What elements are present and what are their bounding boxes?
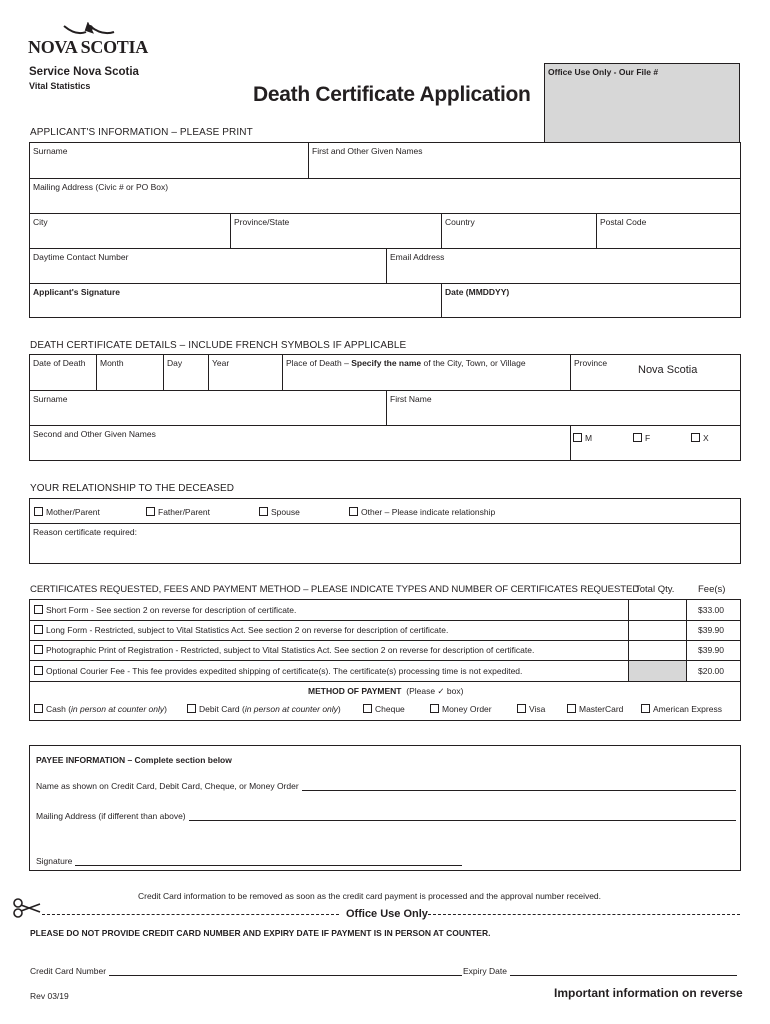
cc-number-label: Credit Card Number xyxy=(30,966,107,976)
amex-checkbox[interactable] xyxy=(641,704,650,713)
date-label: Date (MMDDYY) xyxy=(445,287,510,297)
phone-label: Daytime Contact Number xyxy=(33,252,129,262)
spouse-option[interactable] xyxy=(259,507,300,517)
visa-label: Visa xyxy=(529,704,546,714)
postal-code-label: Postal Code xyxy=(600,217,647,227)
long-form-checkbox[interactable] xyxy=(34,625,43,634)
year-label: Year xyxy=(212,358,230,368)
short-form-checkbox[interactable] xyxy=(34,605,43,614)
cash-checkbox[interactable] xyxy=(34,704,43,713)
month-label: Month xyxy=(100,358,124,368)
visa-checkbox[interactable] xyxy=(517,704,526,713)
cert-row-long-form[interactable] xyxy=(34,625,448,635)
mother-checkbox[interactable] xyxy=(34,507,43,516)
logo-wordmark: NOVA SCOTIA xyxy=(28,37,148,57)
short-form-label: Short Form - See section 2 on reverse for description of certificate. xyxy=(46,605,297,615)
payee-name-row[interactable] xyxy=(36,781,736,791)
given-names-field[interactable] xyxy=(309,143,739,178)
cert-row-courier[interactable] xyxy=(34,666,522,676)
other-relationship-option[interactable] xyxy=(349,507,495,517)
cc-number-line[interactable] xyxy=(109,966,462,976)
courier-checkbox[interactable] xyxy=(34,666,43,675)
second-names-label: Second and Other Given Names xyxy=(33,429,156,439)
courier-fee: $20.00 xyxy=(698,666,724,676)
courier-qty-shaded xyxy=(629,661,686,681)
payee-name-line[interactable] xyxy=(302,781,736,791)
province-state-label: Province/State xyxy=(234,217,290,227)
mailing-address-field[interactable] xyxy=(30,179,740,213)
payee-heading-bold: PAYEE INFORMATION xyxy=(36,755,126,765)
sex-m-label: M xyxy=(585,433,593,443)
no-credit-card-warning: PLEASE DO NOT PROVIDE CREDIT CARD NUMBER AND EXPIRY DATE IF PAYMENT IS IN PERSON AT COUNTER. xyxy=(30,928,491,938)
fees-header: Fee(s) xyxy=(698,584,726,595)
relationship-heading: YOUR RELATIONSHIP TO THE DECEASED xyxy=(30,483,235,494)
cash-label-close: ) xyxy=(164,704,167,714)
payee-mailing-row[interactable] xyxy=(36,811,736,821)
surname-field[interactable] xyxy=(30,143,308,178)
mastercard-label: MasterCard xyxy=(579,704,624,714)
payee-mailing-line[interactable] xyxy=(189,811,736,821)
applicant-section xyxy=(29,142,741,318)
revision-label: Rev 03/19 xyxy=(30,991,69,1001)
surname-label: Surname xyxy=(33,146,68,156)
death-year-field[interactable] xyxy=(209,355,282,390)
office-use-label: Office Use Only - Our File # xyxy=(548,67,659,77)
courier-label: Optional Courier Fee - This fee provides expedited shipping of certificate(s). The certificate(s) processing time is not expedited. xyxy=(46,666,523,676)
sex-f-label: F xyxy=(645,433,651,443)
mastercard-checkbox[interactable] xyxy=(567,704,576,713)
applicant-signature-field[interactable] xyxy=(30,284,441,318)
email-label: Email Address xyxy=(390,252,445,262)
country-field[interactable] xyxy=(442,214,596,248)
place-label-post: of the City, Town, or Village xyxy=(421,358,526,368)
place-of-death-field[interactable] xyxy=(283,355,570,390)
debit-checkbox[interactable] xyxy=(187,704,196,713)
amex-label: American Express xyxy=(653,704,722,714)
expiry-label: Expiry Date xyxy=(463,966,507,976)
applicant-heading: APPLICANT'S INFORMATION – PLEASE PRINT xyxy=(30,127,253,138)
pay-mastercard-option[interactable] xyxy=(567,704,623,714)
phone-field[interactable] xyxy=(30,249,386,283)
cheque-checkbox[interactable] xyxy=(363,704,372,713)
deceased-surname-field[interactable] xyxy=(30,391,386,425)
cc-number-row[interactable] xyxy=(30,966,462,976)
division-name: Vital Statistics xyxy=(29,81,91,91)
long-form-fee: $39.90 xyxy=(698,625,724,635)
expiry-line[interactable] xyxy=(510,966,737,976)
place-label-bold: Specify the name xyxy=(351,358,422,368)
reason-field[interactable] xyxy=(30,524,740,563)
spouse-label: Spouse xyxy=(271,507,300,517)
mother-label: Mother/Parent xyxy=(46,507,100,517)
payee-signature-line[interactable] xyxy=(75,856,462,866)
cert-row-short-form[interactable] xyxy=(34,605,296,615)
payee-name-label: Name as shown on Credit Card, Debit Card, Cheque, or Money Order xyxy=(36,781,299,791)
mailing-address-label: Mailing Address (Civic # or PO Box) xyxy=(33,182,169,192)
scissors-icon xyxy=(12,898,42,920)
city-field[interactable] xyxy=(30,214,230,248)
payment-method-heading xyxy=(308,686,463,697)
country-label: Country xyxy=(445,217,475,227)
debit-label-close: ) xyxy=(337,704,341,714)
death-province-label: Province xyxy=(574,358,608,368)
deceased-first-name-label: First Name xyxy=(390,394,432,404)
photographic-checkbox[interactable] xyxy=(34,645,43,654)
given-names-label: First and Other Given Names xyxy=(312,146,423,156)
deceased-first-name-field[interactable] xyxy=(387,391,739,425)
sex-m-option[interactable] xyxy=(573,433,592,443)
place-label-pre: Place of Death – xyxy=(286,358,352,368)
death-province-value: Nova Scotia xyxy=(638,364,698,376)
sex-f-checkbox[interactable] xyxy=(633,433,642,442)
deceased-second-names-field[interactable] xyxy=(30,426,570,460)
photographic-fee: $39.90 xyxy=(698,645,724,655)
pay-debit-option[interactable] xyxy=(187,704,341,714)
day-label: Day xyxy=(167,358,183,368)
pay-money-order-option[interactable] xyxy=(430,704,492,714)
credit-card-note: Credit Card information to be removed as soon as the credit card payment is processed and the approval number received. xyxy=(138,891,602,901)
other-label: Other – Please indicate relationship xyxy=(361,507,496,517)
sex-m-checkbox[interactable] xyxy=(573,433,582,442)
sex-x-checkbox[interactable] xyxy=(691,433,700,442)
date-field[interactable] xyxy=(442,284,739,318)
payee-signature-row[interactable] xyxy=(36,856,462,866)
father-option[interactable] xyxy=(146,507,210,517)
cash-label-italic: in person at counter only xyxy=(71,704,165,714)
certificates-section xyxy=(29,599,741,721)
page-title: Death Certificate Application xyxy=(253,83,531,106)
long-form-qty[interactable] xyxy=(629,621,685,640)
date-of-death-label: Date of Death xyxy=(33,358,86,368)
father-label: Father/Parent xyxy=(158,507,210,517)
long-form-label: Long Form - Restricted, subject to Vital Statistics Act. See section 2 on reverse for description of certificate. xyxy=(46,625,449,635)
pay-cheque-option[interactable] xyxy=(363,704,405,714)
cut-line-left xyxy=(42,914,339,915)
money-order-label: Money Order xyxy=(442,704,492,714)
father-checkbox[interactable] xyxy=(146,507,155,516)
postal-code-field[interactable] xyxy=(597,214,739,248)
deceased-surname-label: Surname xyxy=(33,394,68,404)
payee-section xyxy=(29,745,741,871)
expiry-row[interactable] xyxy=(463,966,737,976)
sex-x-option[interactable] xyxy=(691,433,709,443)
province-state-field[interactable] xyxy=(231,214,441,248)
payee-heading xyxy=(36,755,232,765)
sex-f-option[interactable] xyxy=(633,433,650,443)
payment-method-note: (Please ✓ box) xyxy=(406,686,464,696)
department-name: Service Nova Scotia xyxy=(29,66,139,78)
office-use-box xyxy=(544,63,740,143)
pay-cash-option[interactable] xyxy=(34,704,167,714)
reason-label: Reason certificate required: xyxy=(33,527,137,537)
office-use-divider-label: Office Use Only xyxy=(346,908,428,920)
pay-amex-option[interactable] xyxy=(641,704,722,714)
relationship-section xyxy=(29,498,741,564)
death-day-field[interactable] xyxy=(164,355,208,390)
mother-option[interactable] xyxy=(34,507,100,517)
cert-row-photographic[interactable] xyxy=(34,645,534,655)
death-month-field[interactable] xyxy=(97,355,163,390)
photographic-label: Photographic Print of Registration - Restricted, subject to Vital Statistics Act. See section 2 on reverse for description of certificate. xyxy=(46,645,535,655)
city-label: City xyxy=(33,217,48,227)
debit-label: Debit Card ( xyxy=(199,704,245,714)
email-field[interactable] xyxy=(387,249,739,283)
nova-scotia-logo xyxy=(28,22,150,60)
short-form-qty[interactable] xyxy=(629,601,685,620)
payment-method-bold: METHOD OF PAYMENT xyxy=(308,686,402,696)
money-order-checkbox[interactable] xyxy=(430,704,439,713)
pay-visa-option[interactable] xyxy=(517,704,545,714)
applicant-signature-label: Applicant's Signature xyxy=(33,287,121,297)
spouse-checkbox[interactable] xyxy=(259,507,268,516)
payee-mailing-label: Mailing Address (if different than above) xyxy=(36,811,186,821)
details-section xyxy=(29,354,741,461)
total-qty-header: Total Qty. xyxy=(635,584,675,595)
sex-x-label: X xyxy=(703,433,709,443)
payee-signature-label: Signature xyxy=(36,856,73,866)
payee-heading-rest: – Complete section below xyxy=(125,755,232,765)
cash-label: Cash ( xyxy=(46,704,72,714)
cheque-label: Cheque xyxy=(375,704,405,714)
photographic-qty[interactable] xyxy=(629,641,685,660)
cut-line-right xyxy=(428,914,740,915)
certificates-heading: CERTIFICATES REQUESTED, FEES AND PAYMENT METHOD – PLEASE INDICATE TYPES AND NUMBER OF CERTIFICATES REQUESTED xyxy=(30,584,640,595)
other-checkbox[interactable] xyxy=(349,507,358,516)
important-reverse-note: Important information on reverse xyxy=(554,986,743,1000)
short-form-fee: $33.00 xyxy=(698,605,724,615)
details-heading: DEATH CERTIFICATE DETAILS – INCLUDE FRENCH SYMBOLS IF APPLICABLE xyxy=(30,340,407,351)
debit-label-italic: in person at counter only xyxy=(244,704,338,714)
